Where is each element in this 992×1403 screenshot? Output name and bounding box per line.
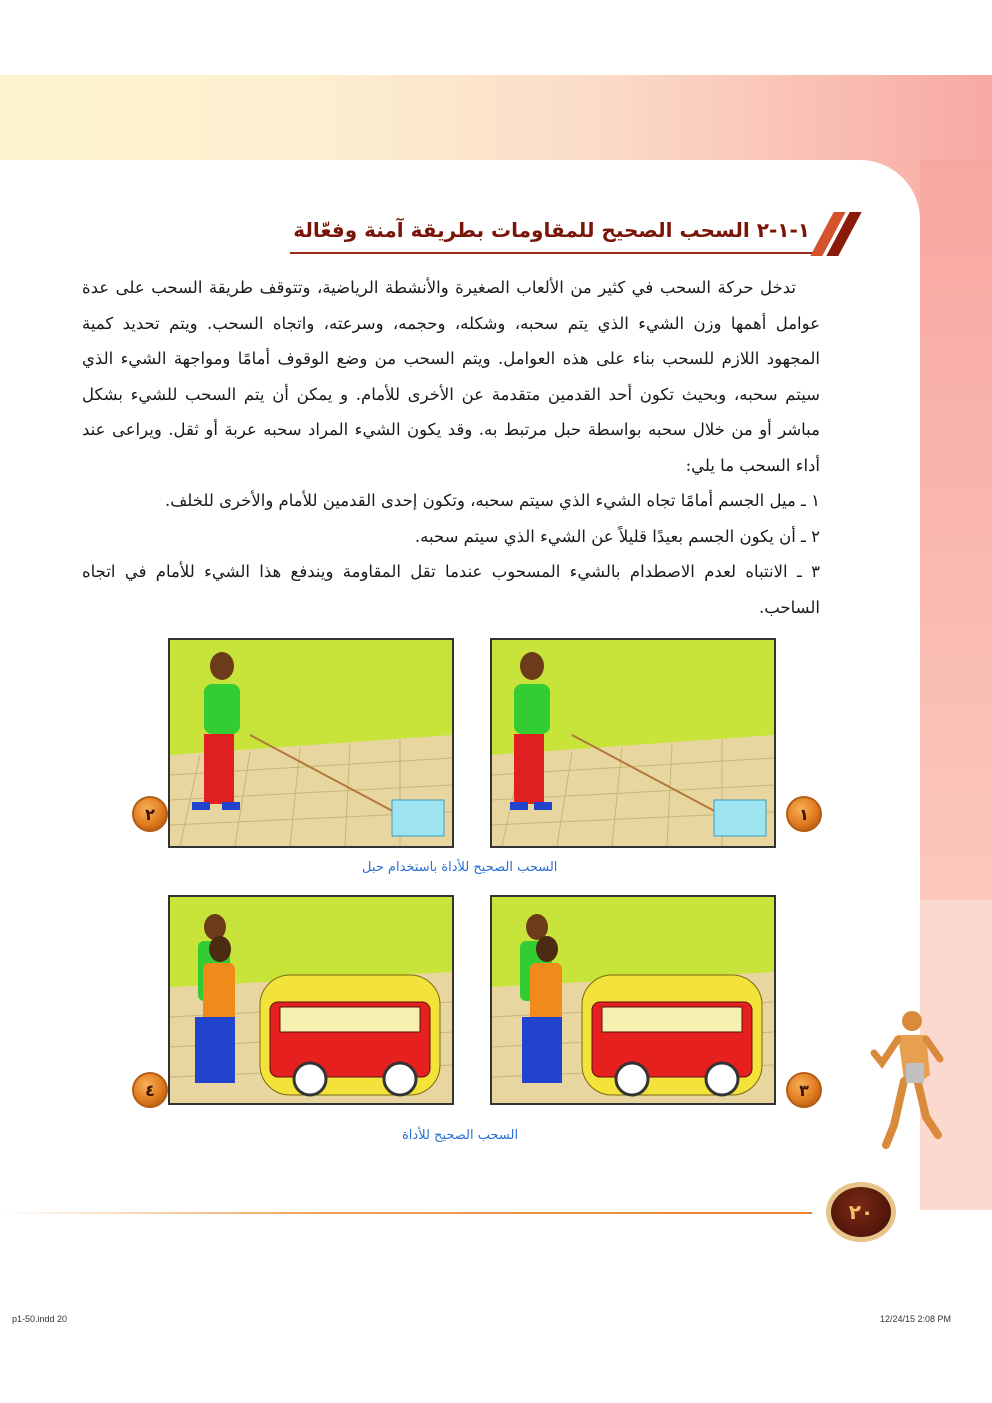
figure-badge: ١: [786, 796, 822, 832]
section-title: ١-١-٢ السحب الصحيح للمقاومات بطريقة آمنة وفعّالة: [293, 218, 810, 242]
list-item: ٣ ـ الانتباه لعدم الاصطدام بالشيء المسحوب عندما تقل المقاومة ويندفع هذا الشيء للأمام في اتجاه الساحب.: [82, 562, 820, 617]
figure-rope-pull-2: [168, 638, 454, 848]
body-text: [82, 270, 820, 625]
figure-badge: ٢: [132, 796, 168, 832]
list-item: ١ ـ ميل الجسم أمامًا تجاه الشيء الذي سيتم سحبه، وتكون إحدى القدمين للأمام والأخرى للخلف.: [164, 491, 820, 510]
section-heading: [290, 212, 858, 260]
figure-cart-pull-4: [168, 895, 454, 1105]
figure-caption-rope: السحب الصحيح للأداة باستخدام حبل: [362, 860, 558, 875]
file-slug: p1-50.indd 20: [12, 1314, 68, 1324]
runner-icon: [868, 1005, 948, 1155]
figure-rope-pull-1: [490, 638, 776, 848]
intro-paragraph: تدخل حركة السحب في كثير من الألعاب الصغيرة والأنشطة الرياضية، وتتوقف طريقة السحب على عدة عوامل أهمها وزن الشيء الذي يتم سحبه، وشكله، وحجمه، وسرعته، واتجاه السحب. ويتم تحديد كمية المجهود اللازم للسحب بناء على هذه العوامل. ويتم السحب من وضع الوقوف أمامًا ومواجهة الشيء الذي سيتم سحبه، وبحيث تكون أحد القدمين متقدمة عن الأخرى للأمام. و يمكن أن يتم السحب للشيء بشكل مباشر أو من خلال سحبه بواسطة حبل مرتبط به. وقد يكون الشيء المراد سحبه عربة أو ثقل. ويراعى عند أداء السحب ما يلي:: [82, 278, 820, 475]
heading-underline: [290, 252, 818, 254]
figure-badge: ٤: [132, 1072, 168, 1108]
figure-caption-cart: السحب الصحيح للأداة: [402, 1128, 519, 1143]
page-number: ٢٠: [826, 1182, 896, 1242]
figure-cart-pull-3: [490, 895, 776, 1105]
footer-rule: [0, 1212, 812, 1214]
figure-badge: ٣: [786, 1072, 822, 1108]
print-timestamp: 12/24/15 2:08 PM: [880, 1314, 952, 1324]
list-item: ٢ ـ أن يكون الجسم بعيدًا قليلاً عن الشيء الذي سيتم سحبه.: [414, 526, 820, 546]
